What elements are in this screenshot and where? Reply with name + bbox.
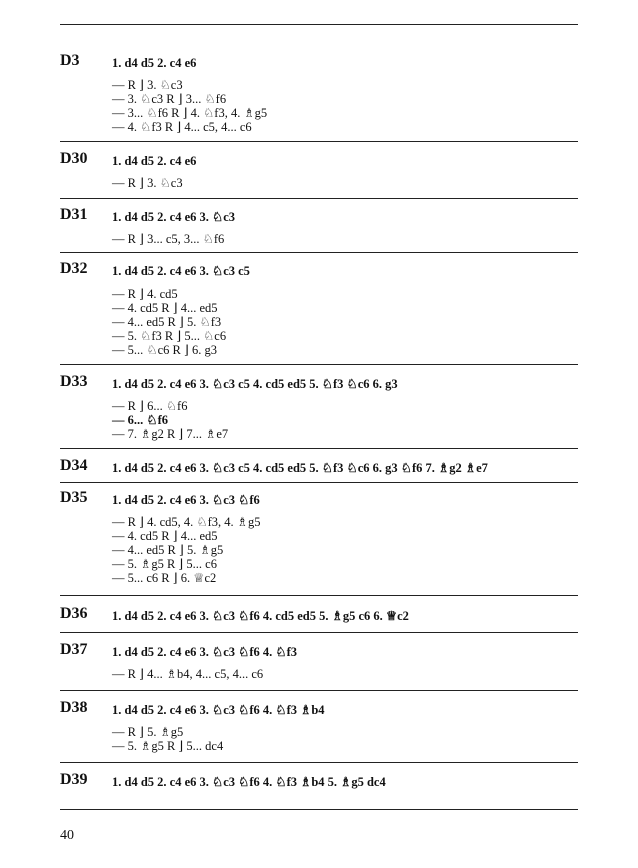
variation-line: — 3. ♘c3 R ⌋ 3... ♘f6	[112, 92, 227, 106]
variation-line: — R ⌋ 3... c5, 3... ♘f6	[112, 232, 225, 246]
divider	[60, 632, 578, 633]
eco-code: D32	[60, 260, 88, 277]
divider	[60, 24, 578, 25]
divider	[60, 198, 578, 199]
main-line: 1. d4 d5 2. c4 e6	[112, 154, 197, 168]
divider	[60, 141, 578, 142]
main-line: 1. d4 d5 2. c4 e6 3. ♘c3 c5	[112, 264, 250, 278]
variation-line: — 4. ♘f3 R ⌋ 4... c5, 4... c6	[112, 120, 252, 134]
main-line: 1. d4 d5 2. c4 e6 3. ♘c3 ♘f6 4. ♘f3 ♗b4	[112, 703, 325, 717]
divider	[60, 762, 578, 763]
main-line: 1. d4 d5 2. c4 e6 3. ♘c3	[112, 210, 236, 224]
variation-line: — 4. cd5 R ⌋ 4... ed5	[112, 301, 218, 315]
variation-line: — 3... ♘f6 R ⌋ 4. ♘f3, 4. ♗g5	[112, 106, 268, 120]
variation-line: — R ⌋ 5. ♗g5	[112, 725, 184, 739]
eco-code: D38	[60, 699, 88, 716]
main-line: 1. d4 d5 2. c4 e6 3. ♘c3 ♘f6 4. cd5 ed5 5. ♗g5 c6 6. ♕c2	[112, 609, 409, 623]
eco-code: D35	[60, 489, 88, 506]
eco-code: D36	[60, 605, 88, 622]
divider	[60, 448, 578, 449]
main-line: 1. d4 d5 2. c4 e6 3. ♘c3 ♘f6	[112, 493, 260, 507]
variation-line: — R ⌋ 4... ♗b4, 4... c5, 4... c6	[112, 667, 264, 681]
divider	[60, 364, 578, 365]
eco-code: D37	[60, 641, 88, 658]
variation-line: — 4... ed5 R ⌋ 5. ♗g5	[112, 543, 224, 557]
eco-code: D34	[60, 457, 88, 474]
variation-line: — 5. ♗g5 R ⌋ 5... dc4	[112, 739, 224, 753]
variation-line: — 5... ♘c6 R ⌋ 6. g3	[112, 343, 217, 357]
variation-line: — R ⌋ 4. cd5, 4. ♘f3, 4. ♗g5	[112, 515, 261, 529]
divider	[60, 595, 578, 596]
variation-line: — 5... c6 R ⌋ 6. ♕c2	[112, 571, 217, 585]
page-number: 40	[60, 828, 74, 843]
variation-line: — 5. ♗g5 R ⌋ 5... c6	[112, 557, 217, 571]
divider	[60, 690, 578, 691]
eco-code: D31	[60, 206, 88, 223]
divider	[60, 809, 578, 810]
variation-line: — R ⌋ 4. cd5	[112, 287, 178, 301]
eco-code: D33	[60, 373, 88, 390]
main-line: 1. d4 d5 2. c4 e6	[112, 56, 197, 70]
main-line: 1. d4 d5 2. c4 e6 3. ♘c3 c5 4. cd5 ed5 5. ♘f3 ♘c6 6. g3	[112, 377, 398, 391]
eco-code: D3	[60, 52, 80, 69]
variation-line: — 7. ♗g2 R ⌋ 7... ♗e7	[112, 427, 229, 441]
main-line: 1. d4 d5 2. c4 e6 3. ♘c3 ♘f6 4. ♘f3	[112, 645, 297, 659]
main-line: 1. d4 d5 2. c4 e6 3. ♘c3 ♘f6 4. ♘f3 ♗b4 5. ♗g5 dc4	[112, 775, 386, 789]
variation-line: — 4... ed5 R ⌋ 5. ♘f3	[112, 315, 222, 329]
divider	[60, 252, 578, 253]
variation-line: — R ⌋ 3. ♘c3	[112, 78, 183, 92]
eco-code: D30	[60, 150, 88, 167]
variation-line: — 6... ♘f6	[112, 413, 168, 427]
variation-line: — 5. ♘f3 R ⌋ 5... ♘c6	[112, 329, 227, 343]
variation-line: — R ⌋ 3. ♘c3	[112, 176, 183, 190]
variation-line: — 4. cd5 R ⌋ 4... ed5	[112, 529, 218, 543]
variation-line: — R ⌋ 6... ♘f6	[112, 399, 188, 413]
divider	[60, 482, 578, 483]
main-line: 1. d4 d5 2. c4 e6 3. ♘c3 c5 4. cd5 ed5 5. ♘f3 ♘c6 6. g3 ♘f6 7. ♗g2 ♗e7	[112, 461, 488, 475]
eco-code: D39	[60, 771, 88, 788]
